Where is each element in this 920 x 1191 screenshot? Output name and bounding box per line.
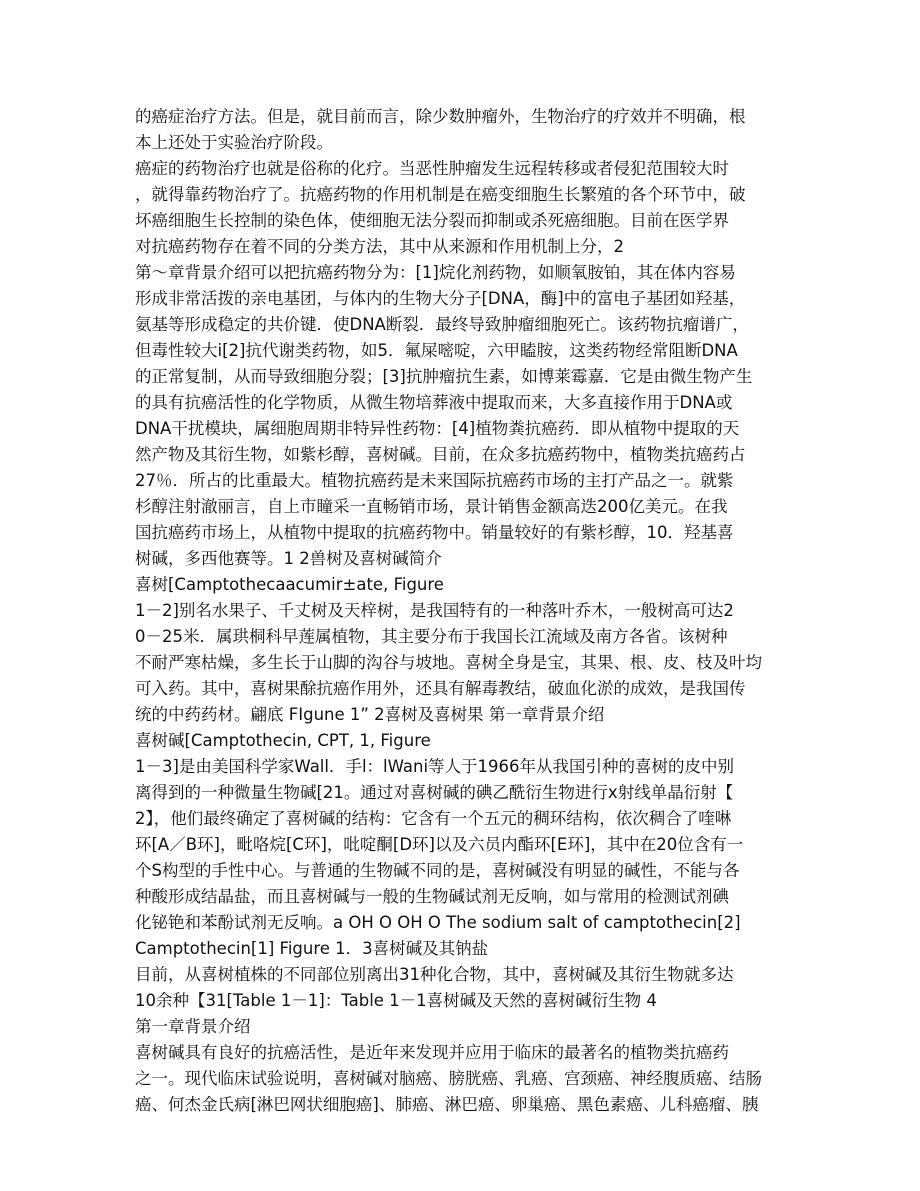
- text-line: 第～章背景介绍可以把抗癌药物分为：[1]烷化剂药物，如顺氧胺铂，其在体内容易: [135, 263, 736, 282]
- text-line: Camptothecin[1] Figure 1．3喜树碱及其钠盐: [135, 939, 489, 958]
- text-line: 0－25米．属珙桐科早莲属植物，其主要分布于我国长江流域及南方各省。该树种: [135, 627, 728, 646]
- text-line: 对抗癌药物存在着不同的分类方法，其中从来源和作用机制上分，2: [135, 237, 624, 256]
- text-line: 杉醇注射澈丽言，自上市瞳采一直畅销市场，景计销售金额高迭200亿美元。在我: [135, 497, 728, 516]
- body-text: [135, 104, 785, 1118]
- text-line: 喜树[Camptothecaacumir±ate, Figure: [135, 575, 444, 594]
- text-line: 的癌症治疗方法。但是，就目前而言，除少数肿瘤外，生物治疗的疗效并不明确，根: [135, 107, 746, 126]
- text-line: 然产物及其衍生物，如紫杉醇，喜树碱。目前，在众多抗癌药物中，植物类抗癌药占: [135, 445, 746, 464]
- text-line: 个S构型的手性中心。与普通的生物碱不同的是，喜树碱没有明显的碱性，不能与各: [135, 861, 740, 880]
- text-line: 目前，从喜树植株的不同部位别离出31种化合物，其中，喜树碱及其衍生物就多达: [135, 965, 734, 984]
- text-line: 癌、何杰金氏病[淋巴网状细胞癌]、肺癌、淋巴癌、卵巢癌、黑色素癌、儿科癌瘤、胰: [135, 1095, 759, 1114]
- text-line: 10余种【31[Table 1－1]：Table 1－1喜树碱及天然的喜树碱衍生物 4: [135, 991, 657, 1010]
- text-line: 环[A／B环]，毗咯烷[C环]，吡啶酮[D环]以及六员内酯环[E环]，其中在20位含有一: [135, 835, 744, 854]
- text-line: 癌症的药物治疗也就是俗称的化疗。当恶性肿瘤发生远程转移或者侵犯范围较大时: [135, 159, 729, 178]
- text-line: 但毒性较大i[2]抗代谢类药物，如5．氟屎嘧啶，六甲瞌胺，这类药物经常阻断DNA: [135, 341, 738, 360]
- text-line: 形成非常活拨的亲电基团，与体内的生物大分子[DNA，酶]中的富电子基团如羟基，: [135, 289, 746, 308]
- text-line: 1－3]是由美国科学家Wall．手l：lWani等人于1966年从我国引种的喜树的皮中别: [135, 757, 735, 776]
- text-line: 可入药。其中，喜树果酴抗癌作用外，还具有解毒教结，破血化淤的成效，是我国传: [135, 679, 746, 698]
- text-line: ，就得靠药物治疗了。抗癌药物的作用机制是在癌变细胞生长繁殖的各个环节中，破: [135, 185, 746, 204]
- text-line: 不耐严寒枯燥，多生长于山脚的沟谷与坡地。喜树全身是宝，其果、根、皮、枝及叶均: [135, 653, 762, 672]
- text-line: 本上还处于实验治疗阶段。: [135, 133, 333, 152]
- text-line: 离得到的一种微量生物碱[21。通过对喜树碱的碘乙酰衍生物进行x射线单晶衍射【: [135, 783, 734, 802]
- text-line: 2】，他们最终确定了喜树碱的结构：它含有一个五元的稠环结构，依次稠合了喹啉: [135, 809, 732, 828]
- text-line: 国抗癌药市场上，从植物中提取的抗癌药物中。销量较好的有紫杉醇，10．羟基喜: [135, 523, 734, 542]
- text-line: 坏癌细胞生长控制的染色体，使细胞无法分裂而抑制或杀死癌细胞。目前在医学界: [135, 211, 729, 230]
- text-line: 的具有抗癌活性的化学物质，从微生物培葬液中提取而来，大多直接作用于DNA或: [135, 393, 733, 412]
- text-line: 27％．所占的比重最大。植物抗癌药是未来国际抗癌药市场的主打产品之一。就紫: [135, 471, 734, 490]
- text-line: 化铋铯和苯酚试剂无反响。a OH O OH O The sodium salt of camptothecin[2]: [135, 913, 741, 932]
- text-line: DNA干扰模块，属细胞周期非特异性药物：[4]植物粪抗癌药．即从植物中提取的天: [135, 419, 740, 438]
- text-line: 1－2]别名水果子、千丈树及天梓树，是我国特有的一种落叶乔木，一般树高可达2: [135, 601, 734, 620]
- text-line: 喜树碱[Camptothecin, CPT, 1, Figure: [135, 731, 431, 750]
- text-line: 氨基等形成稳定的共价键．使DNA断裂．最终导致肿瘤细胞死亡。该药物抗瘤谱广，: [135, 315, 749, 334]
- text-line: 喜树碱具有良好的抗癌活性，是近年来发现并应用于临床的最著名的植物类抗癌药: [135, 1043, 729, 1062]
- text-line: 的正常复制，从而导致细胞分裂；[3]抗肿瘤抗生素，如博莱霉嘉．它是由微生物产生: [135, 367, 753, 386]
- text-line: 之一。现代临床试验说明，喜树碱对脑癌、膀胱癌、乳癌、宫颈癌、神经腹质癌、结肠: [135, 1069, 762, 1088]
- text-line: 第一章背景介绍: [135, 1017, 251, 1036]
- text-line: 树碱，多西他赛等。1 2兽树及喜树碱简介: [135, 549, 442, 568]
- text-line: 统的中药药材。翩底 FIgune 1” 2喜树及喜树果 第一章背景介绍: [135, 705, 605, 724]
- text-line: 种酸形成结晶盐，而且喜树碱与一般的生物碱试剂无反响，如与常用的检测试剂碘: [135, 887, 729, 906]
